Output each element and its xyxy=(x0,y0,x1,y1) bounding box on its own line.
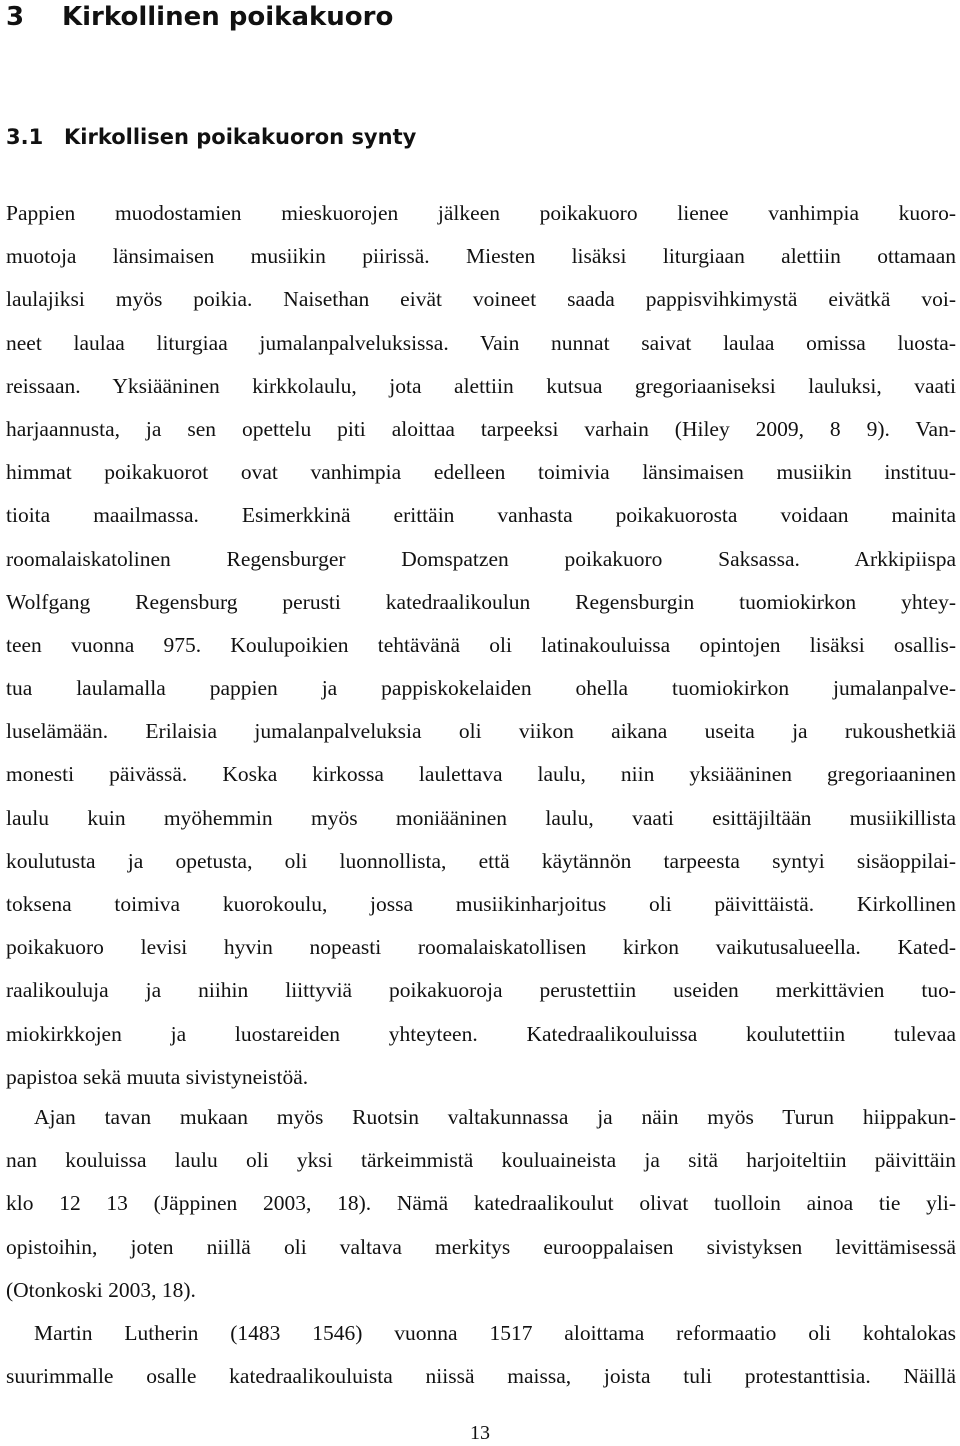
paragraph-line: Pappien muodostamien mieskuorojen jälkeen poikakuoro lienee vanhimpia kuoro- xyxy=(6,201,956,225)
chapter-heading xyxy=(6,0,393,34)
section-heading xyxy=(6,122,416,152)
paragraph-line: teen vuonna 975. Koulupoikien tehtävänä oli latinakouluissa opintojen lisäksi osallis- xyxy=(6,632,956,657)
paragraph-3 xyxy=(6,1312,956,1398)
paragraph-line: opistoihin, joten niillä oli valtava merkitys eurooppalaisen sivistyksen levittämisessä xyxy=(6,1234,956,1259)
paragraph-line: Ajan tavan mukaan myös Ruotsin valtakunnassa ja näin myös Turun hiippakun- xyxy=(34,1105,956,1129)
paragraph-line: koulutusta ja opetusta, oli luonnollista, että käytännön tarpeesta syntyi sisäoppilai- xyxy=(6,848,956,873)
paragraph-line: monesti päivässä. Koska kirkossa laulettava laulu, niin yksiääninen gregoriaaninen xyxy=(6,762,956,787)
page-number: 13 xyxy=(470,1422,490,1444)
paragraph-line: harjaannusta, ja sen opettelu piti aloittaa tarpeeksi varhain (Hiley 2009, 8 9). Van- xyxy=(6,416,956,441)
paragraph-line: Wolfgang Regensburg perusti katedraalikoulun Regensburgin tuomiokirkon yhtey- xyxy=(6,589,956,614)
paragraph-line: miokirkkojen ja luostareiden yhteyteen. Katedraalikouluissa koulutettiin tulevaa xyxy=(6,1021,956,1046)
section-number: 3.1 xyxy=(6,125,44,149)
paragraph-line: tioita maailmassa. Esimerkkinä erittäin vanhasta poikakuorosta voidaan mainita xyxy=(6,503,956,528)
paragraph-line: laulu kuin myöhemmin myös moniääninen laulu, vaati esittäjiltään musiikillista xyxy=(6,805,956,830)
chapter-number: 3 xyxy=(6,2,25,32)
paragraph-line: toksena toimiva kuorokoulu, jossa musiikinharjoitus oli päivittäistä. Kirkollinen xyxy=(6,892,956,916)
paragraph-line: muotoja länsimaisen musiikin piirissä. Miesten lisäksi liturgiaan alettiin ottamaan xyxy=(6,244,956,269)
paragraph-line: roomalaiskatolinen Regensburger Domspatzen poikakuoro Saksassa. Arkkipiispa xyxy=(6,546,956,571)
paragraph-line: Martin Lutherin (1483 1546) vuonna 1517 aloittama reformaatio oli kohtalokas xyxy=(34,1321,956,1345)
paragraph-line: nan kouluissa laulu oli yksi tärkeimmistä kouluaineista ja sitä harjoiteltiin päivittäin xyxy=(6,1148,956,1173)
paragraph-line: himmat poikakuorot ovat vanhimpia edelleen toimivia länsimaisen musiikin instituu- xyxy=(6,460,956,485)
paragraph-line: laulajiksi myös poikia. Naisethan eivät voineet saada pappisvihkimystä eivätkä voi- xyxy=(6,287,956,312)
paragraph-2 xyxy=(6,1096,956,1312)
paragraph-line: suurimmalle osalle katedraalikouluista niissä maissa, joista tuli protestanttisia. Näillä xyxy=(6,1364,956,1389)
paragraph-line: tua laulamalla pappien ja pappiskokelaiden ohella tuomiokirkon jumalanpalve- xyxy=(6,676,956,701)
paragraph-1 xyxy=(6,192,956,1099)
paragraph-line: papistoa sekä muuta sivistyneistöä. xyxy=(6,1064,309,1089)
paragraph-line: reissaan. Yksiääninen kirkkolaulu, jota alettiin kutsua gregoriaaniseksi lauluksi, vaati xyxy=(6,373,956,398)
paragraph-line: klo 12 13 (Jäppinen 2003, 18). Nämä katedraalikoulut olivat tuolloin ainoa tie yli- xyxy=(6,1191,956,1216)
paragraph-line: raalikouluja ja niihin liittyviä poikakuoroja perustettiin useiden merkittävien tuo- xyxy=(6,978,956,1003)
section-title: Kirkollisen poikakuoron synty xyxy=(64,125,417,149)
paragraph-line: luselämään. Erilaisia jumalanpalveluksia oli viikon aikana useita ja rukoushetkiä xyxy=(6,719,956,744)
paragraph-line: poikakuoro levisi hyvin nopeasti roomalaiskatollisen kirkon vaikutusalueella. Kated- xyxy=(6,935,956,960)
paragraph-line: neet laulaa liturgiaa jumalanpalveluksissa. Vain nunnat saivat laulaa omissa luosta- xyxy=(6,330,956,355)
paragraph-line: (Otonkoski 2003, 18). xyxy=(6,1277,196,1302)
chapter-title: Kirkollinen poikakuoro xyxy=(62,2,394,32)
